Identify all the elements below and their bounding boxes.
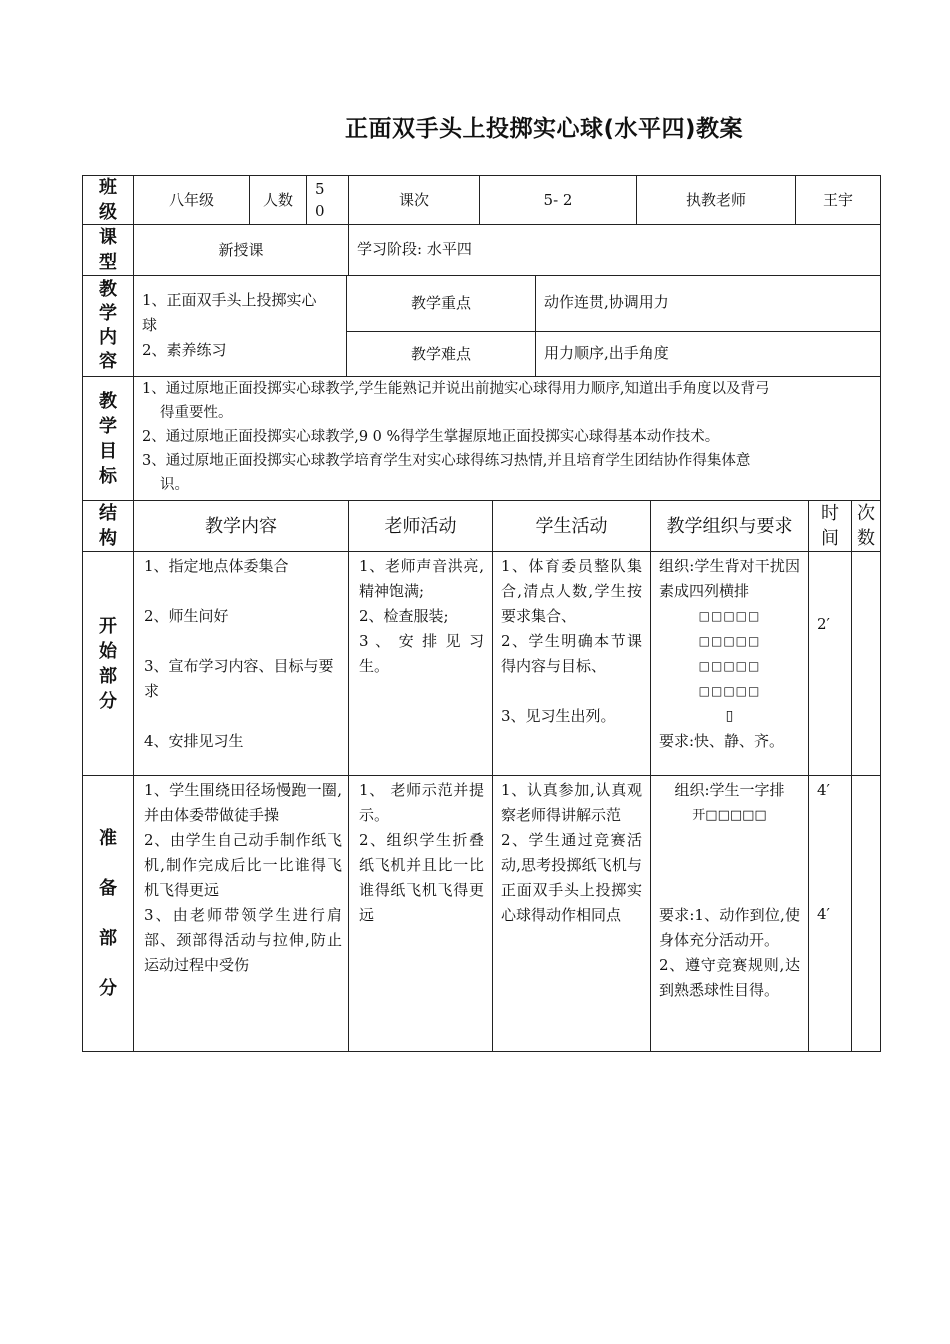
start-student-activity: 1、体育委员整队集合,清点人数,学生按要求集合、 2、学生明确本节课得内容与目标、 3、见习生出列。 bbox=[501, 557, 642, 725]
prep-org-text: 组织:学生一字排 bbox=[674, 781, 785, 799]
goal-2: 2、通过原地正面投掷实心球教学,9 0 %得学生掌握原地正面投掷实心球得基本动作技术。 bbox=[142, 429, 720, 445]
label-teaching-goals: 教 学 目 标 bbox=[99, 390, 117, 487]
prep-content: 1、学生围绕田径场慢跑一圈,并由体委带做徒手操 2、由学生自己动手制作纸飞机,制作完成后比一比谁得飞机飞得更远 3、由老师带领学生进行肩部、颈部得活动与拉伸,防止运动过程中受伤 bbox=[144, 781, 342, 974]
start-org-text: 组织:学生背对干扰因素成四列横排 bbox=[659, 557, 800, 600]
difficulty-value: 用力顺序,出手角度 bbox=[544, 344, 669, 362]
grade-value: 八年级 bbox=[168, 190, 214, 209]
learning-stage: 学习阶段: 水平四 bbox=[357, 240, 472, 258]
goal-3-cont: 识。 bbox=[160, 477, 189, 493]
prep-org-line2: 开□□□□□ bbox=[692, 808, 767, 823]
label-start-section: 开 始 部 分 bbox=[99, 615, 117, 712]
start-teacher-activity: 1、老师声音洪亮,精神饱满; 2、检查服装; 3 、 安 排 见 习生。 bbox=[359, 557, 484, 675]
lesson-value: 5- 2 bbox=[543, 190, 573, 209]
goal-3: 3、通过原地正面投掷实心球教学培育学生对实心球得练习热情,并且培育学生团结协作得集体意 bbox=[142, 453, 751, 469]
formation-row: □□□□□ bbox=[698, 659, 761, 673]
label-class: 班 级 bbox=[99, 177, 117, 223]
teaching-content: 1、正面双手头上投掷实心 球 2、素养练习 bbox=[142, 291, 317, 359]
header-organization: 教学组织与要求 bbox=[666, 515, 793, 537]
teaching-goals bbox=[134, 377, 880, 500]
lesson-type: 新授课 bbox=[218, 240, 264, 259]
lesson-label: 课次 bbox=[398, 190, 429, 209]
prep-student-activity: 1、认真参加,认真观察老师得讲解示范 2、学生通过竞赛活动,思考投掷纸飞机与正面双手头上投掷实心球得动作相同点 bbox=[501, 781, 642, 924]
header-content: 教学内容 bbox=[205, 515, 277, 537]
prep-teacher-activity: 1、 老师示范并提示。 2、组织学生折叠纸飞机并且比一比谁得纸飞机飞得更远 bbox=[359, 781, 484, 924]
prep-time-2: 4′ bbox=[817, 905, 830, 923]
teacher-name: 王宇 bbox=[822, 190, 853, 209]
student-count-label: 人数 bbox=[262, 190, 293, 209]
label-teaching-content: 教 学 内 容 bbox=[99, 279, 117, 372]
start-requirement: 要求:快、静、齐。 bbox=[659, 732, 785, 750]
goal-1: 1、通过原地正面投掷实心球教学,学生能熟记并说出前抛实心球得用力顺序,知道出手角度以及背弓 bbox=[142, 381, 770, 397]
formation-row: □□□□□ bbox=[698, 634, 761, 648]
key-point-value: 动作连贯,协调用力 bbox=[544, 293, 669, 311]
prep-time-1: 4′ bbox=[817, 781, 830, 799]
teacher-label: 执教老师 bbox=[685, 190, 746, 209]
prep-requirement: 要求:1、动作到位,使身体充分活动开。 2、遵守竞赛规则,达到熟悉球性目得。 bbox=[659, 906, 800, 999]
header-reps: 次 数 bbox=[857, 503, 875, 549]
difficulty-label: 教学难点 bbox=[410, 344, 471, 363]
header-teacher-activity: 老师活动 bbox=[384, 515, 457, 537]
key-point-label: 教学重点 bbox=[410, 294, 471, 312]
start-time: 2′ bbox=[817, 615, 830, 633]
header-student-activity: 学生活动 bbox=[535, 515, 608, 537]
goal-1-cont: 得重要性。 bbox=[160, 405, 233, 421]
page-title: 正面双手头上投掷实心球(水平四)教案 bbox=[345, 116, 744, 142]
label-prep-section: 准 备 部 分 bbox=[99, 828, 117, 999]
teacher-position-icon: ▯ bbox=[725, 708, 734, 724]
label-lesson-type: 课 型 bbox=[99, 227, 117, 273]
formation-row: □□□□□ bbox=[698, 684, 761, 698]
header-structure: 结 构 bbox=[99, 503, 117, 549]
student-count-value: 5 0 bbox=[315, 180, 325, 220]
formation-row: □□□□□ bbox=[698, 609, 761, 623]
header-time: 时 间 bbox=[821, 503, 839, 549]
start-organization bbox=[651, 552, 808, 775]
prep-organization bbox=[651, 776, 808, 1051]
start-content: 1、指定地点体委集合 2、师生问好 3、宣布学习内容、目标与要求 4、安排见习生 bbox=[144, 557, 334, 750]
